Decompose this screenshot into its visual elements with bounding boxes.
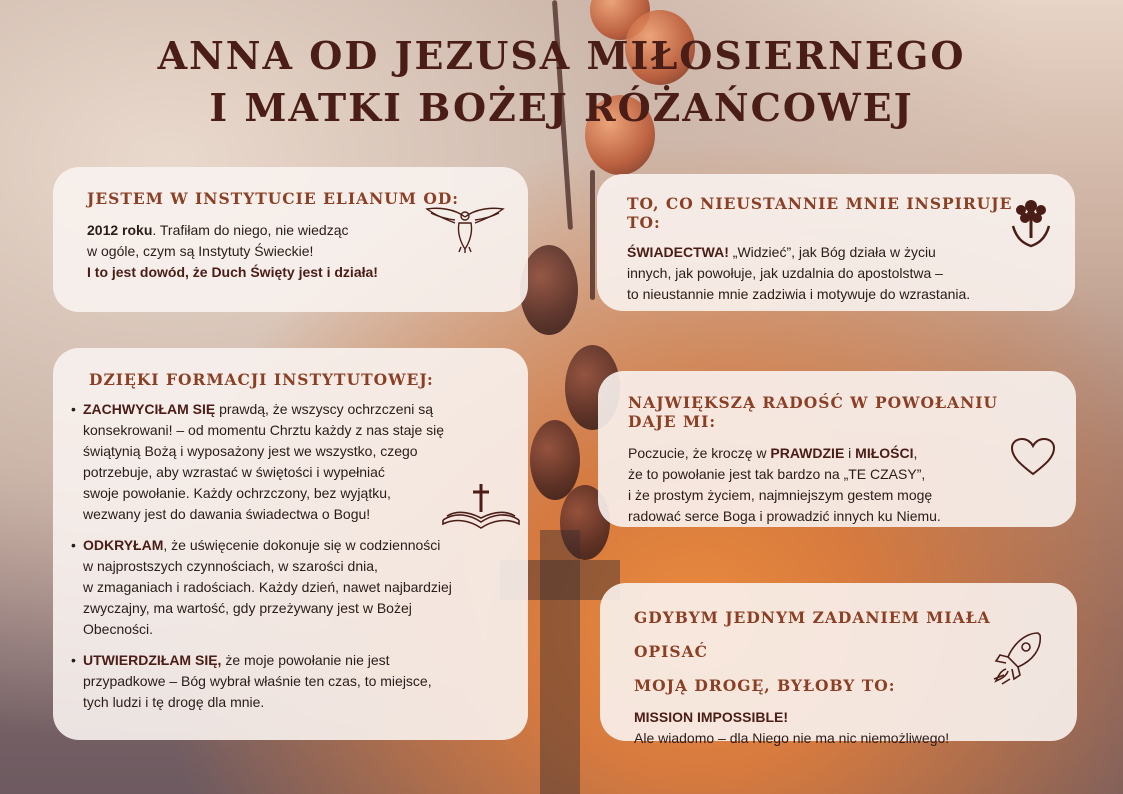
mission-highlight: MISSION IMPOSSIBLE! [634, 709, 789, 725]
dove-icon [425, 203, 505, 253]
mission-text: Ale wiadomo – dla Niego nie ma nic niemożliwego! [634, 730, 950, 746]
card-mission-heading [634, 601, 1043, 703]
item-line: w zmaganiach i radościach. Każdy dzień, nawet najbardziej [83, 579, 452, 595]
joy-text-a: Poczucie, że kroczę w [628, 445, 771, 461]
card-formation-heading: DZIĘKI FORMACJI INSTYTUTOWEJ: [89, 370, 434, 389]
joy-text-e: i że prostym życiem, najmniejszym gestem mogę [628, 487, 933, 503]
joy-highlight-truth: PRAWDZIE [770, 445, 845, 461]
inspire-highlight: ŚWIADECTWA! [627, 244, 729, 260]
item-line: tych ludzi i tę drogę dla mnie. [83, 694, 265, 710]
joy-text-f: radować serce Boga i prowadzić innych ku Niemu. [628, 508, 941, 524]
card-inspire-text [627, 242, 1045, 305]
inspire-text-c: to nieustannie mnie zadziwia i motywuje do wzrastania. [627, 286, 971, 302]
item-line: , że uświęcenie dokonuje się w codzienności [163, 537, 441, 553]
formation-list [71, 399, 500, 713]
since-text-b: w ogóle, czym są Instytuty Świeckie! [87, 243, 314, 259]
card-mission-text [634, 707, 1043, 749]
rocket-icon [992, 629, 1044, 685]
title-line-1: ANNA OD JEZUSA MIŁOSIERNEGO [157, 33, 966, 78]
bible-cross-icon [441, 482, 521, 530]
card-inspire [597, 174, 1075, 311]
item-line: potrzebuje, aby wzrastać w świętości i wypełniać [83, 464, 385, 480]
item-line: świątynią Bożą i wyposażony jest we wszystko, czego [83, 443, 418, 459]
card-joy [598, 371, 1076, 527]
card-joy-heading: NAJWIĘKSZĄ RADOŚĆ W POWOŁANIU DAJE MI: [628, 393, 999, 431]
item-lead: ODKRYŁAM [83, 537, 164, 553]
mission-heading-line-1: GDYBYM JEDNYM ZADANIEM MIAŁA OPISAĆ [634, 608, 991, 661]
title-line-2: I MATKI BOŻEJ RÓŻAŃCOWEJ [209, 85, 914, 130]
item-line: zwyczajny, ma wartość, gdy przeżywany jest w Bożej [83, 600, 412, 616]
joy-text-c: , [913, 445, 918, 461]
card-joy-text [628, 443, 1046, 527]
item-lead: ZACHWYCIŁAM SIĘ [83, 401, 216, 417]
item-line: że moje powołanie nie jest [221, 652, 390, 668]
item-lead: UTWIERDZIŁAM SIĘ, [83, 652, 222, 668]
mission-heading-line-2: MOJĄ DROGĘ, BYŁOBY TO: [634, 676, 896, 695]
joy-text-d: że to powołanie jest tak bardzo na „TE CZASY”, [628, 466, 926, 482]
item-line: swoje powołanie. Każdy ochrzczony, bez wyjątku, [83, 485, 391, 501]
heart-icon [1010, 437, 1056, 477]
inspire-text-b: innych, jak powołuje, jak uzdalnia do apostolstwa – [627, 265, 943, 281]
item-line: konsekrowani! – od momentu Chrztu każdy z nas staje się [83, 422, 445, 438]
item-line: Obecności. [83, 621, 154, 637]
list-item [71, 535, 500, 640]
since-text-a: . Trafiłam do niego, nie wiedząc [152, 222, 349, 238]
tree-hands-icon [1009, 196, 1053, 252]
inspire-text-a: „Widzieć”, jak Bóg działa w życiu [728, 244, 936, 260]
list-item [71, 650, 500, 713]
item-line: prawdą, że wszyscy ochrzczeni są [215, 401, 434, 417]
joy-highlight-love: MIŁOŚCI [855, 445, 914, 461]
item-line: w najprostszych czynnościach, w szarości dnia, [83, 558, 378, 574]
item-line: przypadkowe – Bóg wybrał właśnie ten czas, to miejsce, [83, 673, 432, 689]
joy-text-b: i [844, 445, 856, 461]
since-year: 2012 roku [87, 222, 153, 238]
since-highlight: I to jest dowód, że Duch Święty jest i działa! [87, 264, 378, 280]
card-since-heading: JESTEM W INSTYTUCIE ELIANUM OD: [87, 189, 459, 208]
item-line: wezwany jest do dawania świadectwa o Bogu! [83, 506, 371, 522]
list-item [71, 399, 500, 525]
card-since [53, 167, 528, 312]
card-mission [600, 583, 1077, 746]
card-formation [53, 348, 528, 740]
card-inspire-heading: TO, CO NIEUSTANNIE MNIE INSPIRUJE TO: [627, 194, 1013, 232]
page-title [0, 30, 1123, 134]
